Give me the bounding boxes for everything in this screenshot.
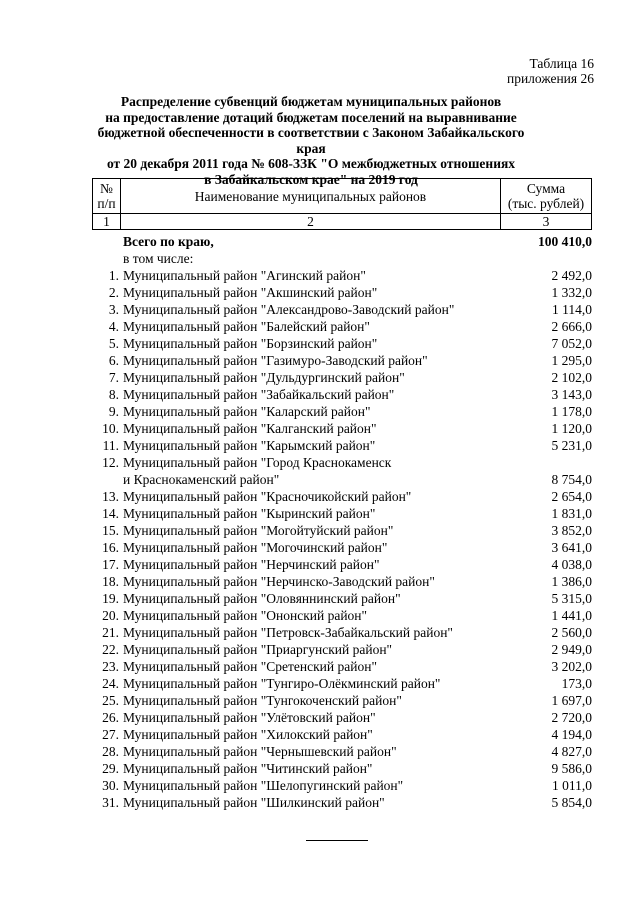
amount-value: 2 666,0 xyxy=(551,319,592,334)
row-number: 11. xyxy=(102,438,119,453)
row-number: 9. xyxy=(108,404,119,419)
district-name: Муниципальный район "Тунгиро-Олёкминский район" xyxy=(123,676,441,691)
row-number: 19. xyxy=(102,591,119,606)
table-number: Таблица 16 xyxy=(529,56,594,71)
row-number: 5. xyxy=(108,336,119,351)
amount-value: 1 178,0 xyxy=(551,404,592,419)
title-line: на предоставление дотаций бюджетам поселений на выравнивание xyxy=(105,109,517,125)
district-name: Муниципальный район "Тунгокоченский район" xyxy=(123,693,402,708)
amount-value: 1 011,0 xyxy=(552,778,592,793)
row-number: 7. xyxy=(108,370,119,385)
row-number: 3. xyxy=(108,302,119,317)
table-row xyxy=(92,607,592,624)
district-name: Муниципальный район "Каларский район" xyxy=(123,404,371,419)
district-name: Муниципальный район "Акшинский район" xyxy=(123,285,378,300)
title-line: от 20 декабря 2011 года № 608-ЗЗК "О межбюджетных отношениях xyxy=(106,156,516,171)
table-row xyxy=(92,726,592,743)
row-number: 27. xyxy=(102,727,119,742)
amount-value: 5 854,0 xyxy=(551,795,592,810)
row-number: 26. xyxy=(102,710,119,725)
district-name: Муниципальный район "Калганский район" xyxy=(123,421,377,436)
table-row xyxy=(92,267,592,284)
amount-value: 1 120,0 xyxy=(551,421,592,436)
district-name: Муниципальный район "Нерчинско-Заводский район" xyxy=(123,574,435,589)
district-name: Муниципальный район "Красночикойский район" xyxy=(123,489,412,504)
appendix-number: приложения 26 xyxy=(506,71,594,86)
row-number: 24. xyxy=(102,676,119,691)
amount-value: 2 949,0 xyxy=(551,642,592,657)
table-row xyxy=(92,335,592,352)
amount-value: 4 827,0 xyxy=(551,744,592,759)
row-number: 20. xyxy=(102,608,119,623)
table-row xyxy=(92,403,592,420)
total-label: Всего по краю, xyxy=(123,234,214,249)
table-row xyxy=(92,318,592,335)
footer-rule xyxy=(306,840,368,841)
column-index: 1 xyxy=(93,214,121,230)
amount-value: 5 231,0 xyxy=(551,438,592,453)
table-row xyxy=(92,641,592,658)
column-index: 2 xyxy=(121,214,501,230)
district-name: Муниципальный район "Сретенский район" xyxy=(123,659,377,674)
table-row xyxy=(92,420,592,437)
amount-value: 2 654,0 xyxy=(551,489,592,504)
document-title xyxy=(96,94,526,187)
row-number: 23. xyxy=(102,659,119,674)
row-number: 31. xyxy=(102,795,119,810)
row-number: 12. xyxy=(102,455,119,470)
amount-value: 2 560,0 xyxy=(551,625,592,640)
table-row xyxy=(92,573,592,590)
table-row xyxy=(92,505,592,522)
header-amount: Сумма (тыс. рублей) xyxy=(501,179,592,214)
amount-value: 1 441,0 xyxy=(551,608,592,623)
row-number: 2. xyxy=(108,285,119,300)
table-row xyxy=(92,709,592,726)
district-name: Муниципальный район "Шелопугинский район" xyxy=(123,778,404,793)
row-number: 17. xyxy=(102,557,119,572)
amount-value: 1 114,0 xyxy=(552,302,592,317)
table-row xyxy=(92,590,592,607)
row-number: 14. xyxy=(102,506,119,521)
table-row xyxy=(92,284,592,301)
amount-value: 4 038,0 xyxy=(551,557,592,572)
amount-value: 173,0 xyxy=(561,676,592,691)
district-name: Муниципальный район "Чернышевский район" xyxy=(123,744,397,759)
district-name: Муниципальный район "Балейский район" xyxy=(123,319,370,334)
row-number: 30. xyxy=(102,778,119,793)
amount-value: 2 492,0 xyxy=(551,268,592,283)
table-row xyxy=(92,692,592,709)
amount-value: 2 102,0 xyxy=(551,370,592,385)
amount-value: 1 831,0 xyxy=(551,506,592,521)
row-number: 28. xyxy=(102,744,119,759)
including-label: в том числе: xyxy=(123,251,194,266)
table-row xyxy=(92,369,592,386)
district-name: Муниципальный район "Нерчинский район" xyxy=(123,557,380,572)
row-number: 10. xyxy=(102,421,119,436)
district-name: Муниципальный район "Хилокский район" xyxy=(123,727,373,742)
district-name: Муниципальный район "Город Краснокаменск и Краснокаменский район" xyxy=(123,455,392,487)
table-row xyxy=(92,760,592,777)
table-row xyxy=(92,437,592,454)
row-number: 25. xyxy=(102,693,119,708)
district-name: Муниципальный район "Ононский район" xyxy=(123,608,368,623)
row-number: 18. xyxy=(102,574,119,589)
district-name: Муниципальный район "Улётовский район" xyxy=(123,710,376,725)
table-row xyxy=(92,743,592,760)
row-number: 22. xyxy=(102,642,119,657)
amount-value: 8 754,0 xyxy=(551,472,592,487)
column-index: 3 xyxy=(501,214,592,230)
district-name: Муниципальный район "Могойтуйский район" xyxy=(123,523,394,538)
district-name: Муниципальный район "Карымский район" xyxy=(123,438,376,453)
title-line: бюджетной обеспеченности в соответствии с Законом Забайкальского края xyxy=(97,125,525,156)
table-row xyxy=(92,794,592,811)
district-name: Муниципальный район "Оловяннинский район" xyxy=(123,591,401,606)
table-body xyxy=(92,233,592,811)
row-number: 21. xyxy=(102,625,119,640)
table-row xyxy=(92,624,592,641)
row-number: 16. xyxy=(102,540,119,555)
district-name: Муниципальный район "Газимуро-Заводский район" xyxy=(123,353,428,368)
amount-value: 5 315,0 xyxy=(551,591,592,606)
district-name: Муниципальный район "Забайкальский район" xyxy=(123,387,395,402)
district-name: Муниципальный район "Александрово-Заводский район" xyxy=(123,302,455,317)
table-reference xyxy=(507,56,594,86)
table-row xyxy=(92,777,592,794)
row-number: 4. xyxy=(108,319,119,334)
table-row xyxy=(92,454,592,488)
district-name: Муниципальный район "Агинский район" xyxy=(123,268,366,283)
table-row xyxy=(92,556,592,573)
table-row xyxy=(92,539,592,556)
amount-value: 2 720,0 xyxy=(551,710,592,725)
district-name: Муниципальный район "Приаргунский район" xyxy=(123,642,393,657)
amount-value: 3 641,0 xyxy=(551,540,592,555)
amount-value: 7 052,0 xyxy=(551,336,592,351)
amount-value: 3 143,0 xyxy=(551,387,592,402)
amount-value: 3 202,0 xyxy=(551,659,592,674)
header-number: № п/п xyxy=(93,179,121,214)
table-row xyxy=(92,301,592,318)
table-row xyxy=(92,488,592,505)
amount-value: 3 852,0 xyxy=(551,523,592,538)
row-number: 15. xyxy=(102,523,119,538)
table-row xyxy=(92,352,592,369)
row-number: 6. xyxy=(108,353,119,368)
table-row xyxy=(92,386,592,403)
table-header xyxy=(92,178,592,230)
district-name: Муниципальный район "Дульдургинский район" xyxy=(123,370,405,385)
subtotal-caption-row xyxy=(92,250,592,267)
total-row xyxy=(92,233,592,250)
amount-value: 1 295,0 xyxy=(551,353,592,368)
amount-value: 9 586,0 xyxy=(551,761,592,776)
amount-value: 1 697,0 xyxy=(551,693,592,708)
amount-value: 1 332,0 xyxy=(551,285,592,300)
table-row xyxy=(92,658,592,675)
district-name: Муниципальный район "Шилкинский район" xyxy=(123,795,385,810)
row-number: 8. xyxy=(108,387,119,402)
title-line: в Забайкальском крае" на 2019 год xyxy=(204,171,418,187)
district-name: Муниципальный район "Борзинский район" xyxy=(123,336,378,351)
table-row xyxy=(92,522,592,539)
district-name: Муниципальный район "Читинский район" xyxy=(123,761,373,776)
amount-value: 4 194,0 xyxy=(551,727,592,742)
table-row xyxy=(92,675,592,692)
amount-value: 1 386,0 xyxy=(551,574,592,589)
row-number: 1. xyxy=(108,268,119,283)
header-district-name: Наименование муниципальных районов xyxy=(121,179,501,214)
row-number: 29. xyxy=(102,761,119,776)
row-number: 13. xyxy=(102,489,119,504)
district-name: Муниципальный район "Кыринский район" xyxy=(123,506,376,521)
district-name: Муниципальный район "Петровск-Забайкальский район" xyxy=(123,625,453,640)
total-value: 100 410,0 xyxy=(538,234,592,249)
title-line: Распределение субвенций бюджетам муниципальных районов xyxy=(120,94,502,109)
district-name: Муниципальный район "Могочинский район" xyxy=(123,540,388,555)
